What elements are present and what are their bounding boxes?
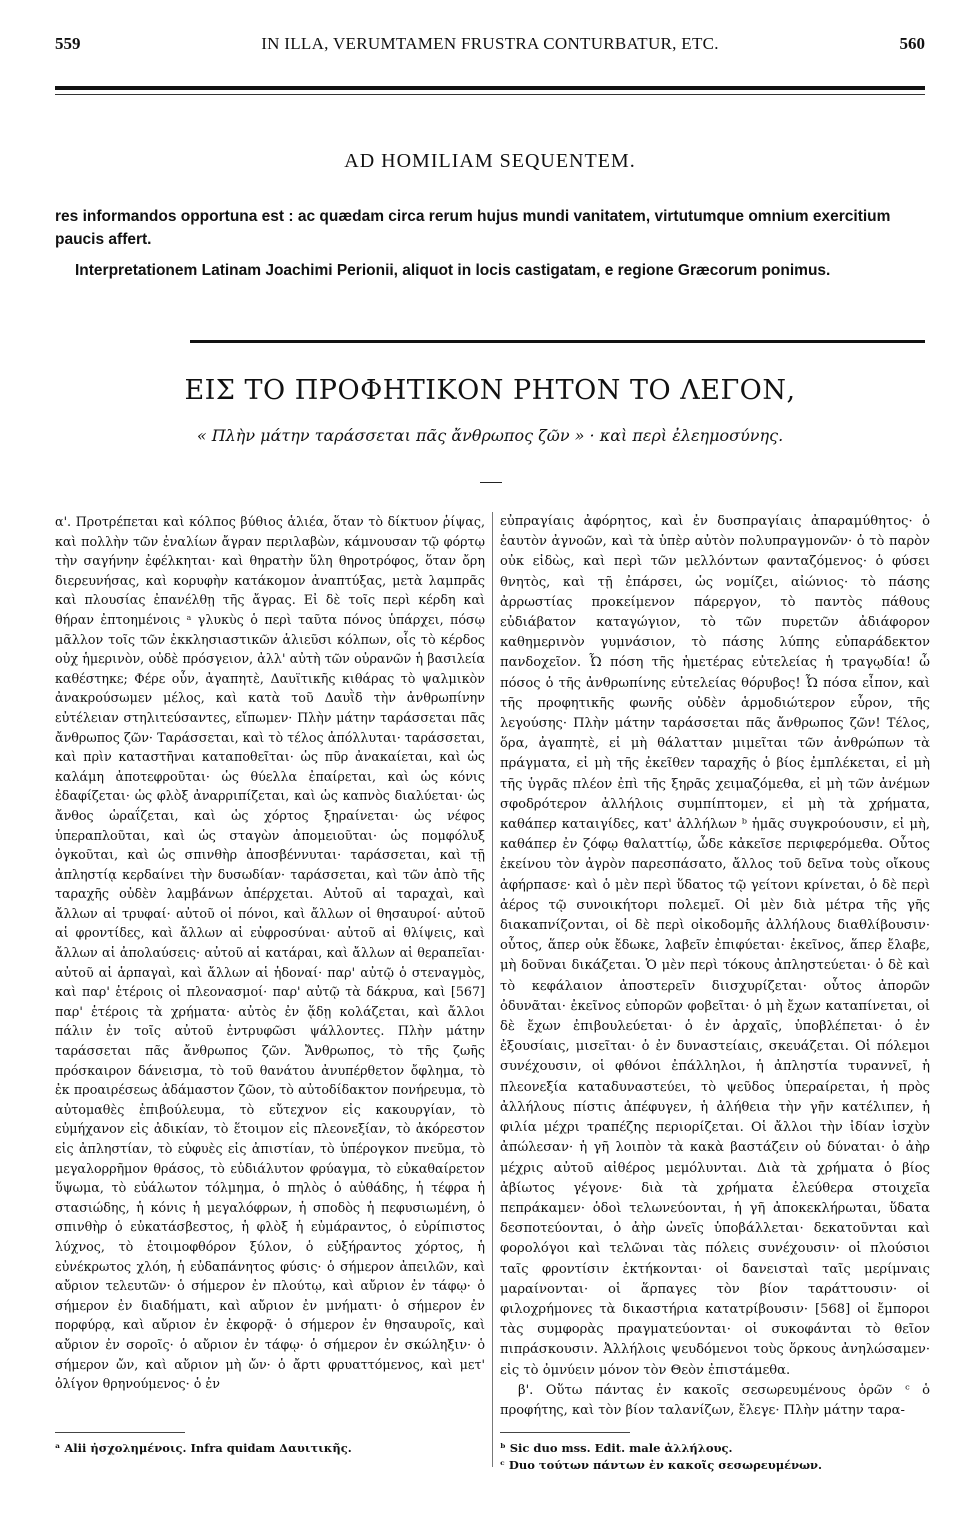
- preface-heading: AD HOMILIAM SEQUENTEM.: [344, 150, 636, 172]
- right-column-text-2: β'. Οὕτω πάντας ἐν κακοῖς σεσωρευμένους ὁρῶν ᶜ ὁ προφήτης, καὶ τὸν βίον ταλανίζων, ἔλεγε· Πλὴν μάτην ταρα-: [500, 1382, 930, 1418]
- preface-paragraph-2: Interpretationem Latinam Joachimi Perionii, aliquot in locis castigatam, e regione Græcorum ponimus.: [75, 262, 831, 279]
- footnote-a: ᵃ Alii ἠσχολημένοις. Infra quidam Δαυιτικῆς.: [55, 1441, 352, 1455]
- homily-title: ΕΙΣ ΤΟ ΠΡΟΦΗΤΙΚΟΝ ΡΗΤΟΝ ΤΟ ΛΕΓΟΝ,: [184, 375, 796, 406]
- header-rule-thin: [55, 94, 925, 95]
- footnote-b: ᵇ Sic duo mss. Edit. male ἀλλήλους.: [500, 1441, 733, 1455]
- right-column: [500, 512, 930, 1421]
- preface-paragraph-1: res informandos opportuna est : ac quædam circa rerum hujus mundi vanitatem, virtutumque omnium exercitium paucis affert.: [55, 208, 891, 248]
- footnotes-left: [55, 1440, 485, 1457]
- preface-text: [55, 205, 925, 282]
- footnote-rule-right: [500, 1432, 630, 1433]
- left-column: [55, 512, 485, 1394]
- title-dash: [480, 482, 502, 483]
- page-number-right: 560: [899, 34, 925, 53]
- header-rule-thick: [55, 86, 925, 90]
- running-head: [55, 34, 925, 62]
- running-title: IN ILLA, VERUMTAMEN FRUSTRA CONTURBATUR, ETC.: [261, 34, 719, 53]
- page-number-left: 559: [55, 34, 81, 53]
- footnote-rule-left: [55, 1432, 185, 1433]
- column-divider: [492, 512, 493, 1467]
- left-column-text: α'. Προτρέπεται καὶ κόλπος βύθιος ἁλιέα, ὅταν τὸ δίκτυον ῥίψας, καὶ πολλὴν τῶν ἐναλίων ἄγραν περιλαβὼν, κάμνουσαν τῷ φόρτῳ τὴν σαγήνην ἐφέλκηται· καὶ θηρατὴν ὕλη θηροτρόφος, ὅταν ὄρη διερευνήσας, καὶ κορυφὴν κατάκομον ἀναπτύξας, μετὰ λαμπρᾶς καὶ πλουσίας ἐπανέλθῃ τῆς ἄγρας. Εἰ δὲ τοῖς περὶ κέρδη καὶ θήραν ἐπτοημένοις ᵃ γλυκὺς ὁ περὶ ταῦτα πόνος ὑπάρχει, πόσῳ μᾶλλον τοῖς τῶν ἐκκλησιαστικῶν ἁλιεῦσι κόλπων, οἷς τὸ κέρδος οὐχ ἡμερινὸν, οὐδὲ πρόσγειον, ἀλλ' αὐτὴ τῶν οὐρανῶν ἡ βασιλεία καθέστηκε; Φέρε οὖν, ἀγαπητὲ, Δαυϊτικῆς κιθάρας τὸ ψαλμικὸν ἀνακρούσωμεν μέλος, καὶ κατὰ τοῦ Δαυῒδ τὴν ἀνθρωπίνην εὐτέλειαν στηλιτεύσαντες, εἴπωμεν· Πλὴν μάτην ταράσσεται πᾶς ἄνθρωπος ζῶν· Ταράσσεται, καὶ τὸ τέλος ἀπόλλυται· ταράσσεται, καὶ πρὶν καταστῆναι καταποθεῖται· ὡς πῦρ ἀνακαίεται, καὶ ὡς καλάμη ἀποτεφροῦται· ὡς θύελλα ἐπαίρεται, καὶ ὡς κόνις ἐδαφίζεται· ὡς φλὸξ ἀναρριπίζεται, καὶ ὡς καπνὸς διαλύεται· ὡς ἄνθος ὡραΐζεται, καὶ ὡς χόρτος ξηραίνεται· ὡς νέφος ὑπεραπλοῦται, καὶ ὡς σταγὼν ἀπομειοῦται· ὡς πομφόλυξ ὀγκοῦται, καὶ ὡς σπινθὴρ ἀποσβέννυται· ταράσσεται, καὶ τῇ ἀπληστίᾳ κερδαίνει τὴν δυσωδίαν· ταράσσεται, καὶ τῶν ἀπὸ τῆς ταραχῆς οὐδὲν λαμβάνων ἀπέρχεται. Αὐτοῦ αἱ ταραχαὶ, καὶ ἄλλων αἱ τρυφαί· αὐτοῦ οἱ πόνοι, καὶ ἄλλων οἱ θησαυροί· αὐτοῦ αἱ φροντίδες, καὶ ἄλλων αἱ εὐφροσύναι· αὐτοῦ αἱ θλίψεις, καὶ ἄλλων αἱ ἀπολαύσεις· αὐτοῦ αἱ κατάραι, καὶ ἄλλων αἱ θεραπεῖαι· αὐτοῦ αἱ ἁρπαγαὶ, καὶ ἄλλων αἱ ἡδοναί· παρ' αὐτῷ ὁ στεναγμὸς, καὶ παρ' ἑτέροις οἱ πλεονασμοί· παρ' αὐτῷ τὰ δάκρυα, καὶ [567] παρ' ἑτέροις τὰ χρήματα· αὐτὸς ἐν ᾅδῃ κολάζεται, καὶ ἄλλοι πάλιν ἐν τοῖς αὐτοῦ ἐντρυφῶσι ψάλλοντες. Πλὴν μάτην ταράσσεται πᾶς ἄνθρωπος ζῶν. Ἄνθρωπος, τὸ τῆς ζωῆς πρόσκαιρον δάνεισμα, τὸ τοῦ θανάτου ἀνυπέρθετον ὄφλημα, τὸ ἐκ προαιρέσεως ἀδάμαστον ζῶον, τὸ αὐτοδίδακτον πονήρευμα, τὸ αὐτομαθὲς ἐπιβούλευμα, τὸ εὔτεχνον εἰς κακουργίαν, τὸ εὐμήχανον εἰς ἀδικίαν, τὸ ἕτοιμον εἰς πλεονεξίαν, τὸ ἀκόρεστον εἰς ἀπληστίαν, τὸ εὐφυὲς εἰς ἀπιστίαν, τὸ ὑπέρογκον πνεῦμα, τὸ μεγαλορρῆμον θράσος, τὸ εὐδιάλυτον φρύαγμα, τὸ εὐκαθαίρετον ὕψωμα, τὸ εὐάλωτον τόλμημα, ὁ πηλὸς ὁ αὐθάδης, ἡ τέφρα ἡ στασιώδης, ἡ κόνις ἡ μεγαλόφρων, ἡ σποδὸς ἡ πεφυσιωμένη, ὁ σπινθὴρ ὁ εὐκατάσβεστος, ἡ φλὸξ ἡ εὐμάραντος, ὁ εὐρίπιστος λύχνος, τὸ ἑτοιμοφθόρον ξύλον, ὁ εὐξήραντος χόρτος, ἡ εὐνέκρωτος χλόη, ἡ εὐδαπάνητος φύσις· ὁ σήμερον ἀπειλῶν, καὶ αὔριον τελευτῶν· ὁ σήμερον ἐν πλούτῳ, καὶ αὔριον ἐν τάφῳ· ὁ σήμερον ἐν διαδήματι, καὶ αὔριον ἐν μνήματι· ὁ σήμερον ἐν πορφύρᾳ, καὶ αὔριον ἐν ἐκφορᾷ· ὁ σήμερον ἐν θησαυροῖς, καὶ αὔριον ἐν σοροῖς· ὁ αὔριον ἐν τάφῳ· ὁ σήμερον ἐν σκώληξιν· ὁ σήμερον ὤν, καὶ αὔριον μὴ ὤν· ὁ ἄρτι φρυαττόμενος, καὶ μετ' ὀλίγον θρηνούμενος· ὁ ἐν: [55, 514, 485, 1392]
- right-column-text: εὐπραγίαις ἀφόρητος, καὶ ἐν δυσπραγίαις ἀπαραμύθητος· ὁ ἑαυτὸν ἀγνοῶν, καὶ τὰ ὑπὲρ αὐτὸν πολυπραγμονῶν· ὁ τὸ παρὸν οὐκ εἰδὼς, καὶ περὶ τῶν μελλόντων φανταζόμενος· ὁ φύσει θνητὸς, καὶ τῇ ἐπάρσει, ὡς νομίζει, αἰώνιος· τὸ πάσης ἀρρωστίας προκείμενον πάρεργον, τὸ παντὸς πάθους εὐδιάβατον καταγώγιον, τὸ τῶν πυρετῶν ἀδιάφορον καθημερινὸν γυμνάσιον, τὸ πάσης λύπης εὐπαράδεκτον πανδοχεῖον. Ὦ πόση τῆς ἡμετέρας εὐτελείας ἡ τραγῳδία! ὦ πόσος ὁ τῆς ἀνθρωπίνης εὐτελείας θόρυβος! Ὦ πόσα εἶπον, καὶ τῆς προφητικῆς φωνῆς οὐδὲν ἁρμοδιώτερον εὗρον, τῆς λεγούσης· Πλὴν μάτην ταράσσεται πᾶς ἄνθρωπος ζῶν! Τέλος, ὅρα, ἀγαπητὲ, εἰ μὴ θάλατταν μιμεῖται τῶν ἀνθρώπων τὰ πράγματα, εἰ μὴ τῆς ἐκεῖθεν ταραχῆς ὁ βίος ἐμπλέκεται, εἰ μὴ τῆς ὑγρᾶς πλέον ἐπὶ τῆς ξηρᾶς χειμαζόμεθα, εἰ μὴ τῶν ἀνέμων σφοδρότερον ἀλλήλοις συμπίπτομεν, εἰ μὴ τὰ χρήματα, καθάπερ καταιγίδες, κατ' ἀλλήλων ᵇ ἡμᾶς συγκρούουσιν, εἰ μὴ, καθάπερ ἐν ζόφῳ θαλαττίῳ, ὧδε κἀκεῖσε περιφερόμεθα. Οὗτος ἐκείνου τὸν ἀγρὸν παρεσπάσατο, ἄλλος τοῦ δεῖνα τοὺς οἴκους ἀφήρπασε· καὶ ὁ μὲν περὶ ὕδατος τῷ γείτονι κρίνεται, ὁ δὲ περὶ ἀέρος τῷ συνοικήτορι πολεμεῖ. Οἱ μὲν διὰ μέτρα τῆς γῆς διακαπνίζονται, οἱ δὲ περὶ οἰκοδομῆς ἀλλήλους διαθλίβουσιν· οὗτος, ἅπερ οὐκ ἔδωκε, λαβεῖν ἐπιφύεται· ἐκεῖνος, ἅπερ ἔλαβε, μὴ δοῦναι δικάζεται. Ὁ μὲν περὶ τόκους ἀπληστεύεται· ὁ δὲ καὶ τὸ κεφάλαιον ἀποστερεῖν διισχυρίζεται· οὗτος ἀπορῶν ὀδυνᾶται· ἐκεῖνος εὐπορῶν φοβεῖται· ὁ μὴ ἔχων καταπίνεται, οἱ δὲ ἔχων ἐπιβουλεύεται· ὁ ἐν ἀρχαῖς, ὑποβλέπεται· ὁ ἐν ἐξουσίαις, μισεῖται· ὁ ἐν δυναστείαις, σκευάζεται. Οἱ πόλεμοι συνέχουσιν, οἱ φθόνοι ἐπάλληλοι, ἡ ἀπληστία τυραννεῖ, ἡ πλεονεξία καταδυναστεύει, τὸ ψεῦδος ὑπεραίρεται, ἡ πρὸς ἀλλήλους πίστις ἀπέφυγεν, ἡ ἀλήθεια τὴν γῆν κατέλιπεν, ἡ φιλία μέχρι τραπέζης περιορίζεται. Οἱ ἄλλοι τὴν ἰδίαν ἰσχὺν ἀπώλεσαν· ἡ γῆ λοιπὸν τὰ κακὰ βαστάζειν οὐ δύναται· ὁ ἀὴρ μέχρις αὐτοῦ αἰθέρος μεμόλυνται. Διὰ τὰ χρήματα ὁ βίος ἀβίωτος γέγονε· διὰ τὰ χρήματα ἐλεύθερα στοιχεῖα πεπράκαμεν· ὁδοὶ τελωνεύονται, ἡ γῆ ἀποκεκλήρωται, ὕδατα δεσποτεύονται, ὁ ἀὴρ ὠνεῖς ὑποβάλλεται· δεκατοῦνται καὶ φορολόγοι καὶ τελῶναι τὰς πόλεις συνέχουσιν· οἱ πλούσιοι ταῖς φροντίσιν ἐκτήκονται· οἱ δανεισταὶ ταῖς μερίμναις μαραίνονται· οἱ ἅρπαγες τὸν βίον ταράττουσιν· οἱ φιλοχρήμονες τὰ δικαστήρια κατατρίβουσιν· [568] οἱ ἔμποροι τὰς συμφορὰς πραγματεύονται· οἱ συκοφάνται τὸ θεῖον πιπράσκουσιν. Ἀλλήλοις ψευδόμενοι τοὺς ὅρκους ἀνηλώσαμεν· εἰς τὸ ὀμνύειν μόνον τὸν Θεὸν ἐπιστάμεθα.: [500, 514, 930, 1378]
- homily-subtitle: « Πλὴν μάτην ταράσσεται πᾶς ἄνθρωπος ζῶν » · καὶ περὶ ἐλεημοσύνης.: [196, 426, 784, 445]
- section-rule: [190, 340, 925, 343]
- footnotes-right: [500, 1440, 930, 1474]
- footnote-c: ᶜ Duo τούτων πάντων ἐν κακοῖς σεσωρευμένων.: [500, 1458, 823, 1472]
